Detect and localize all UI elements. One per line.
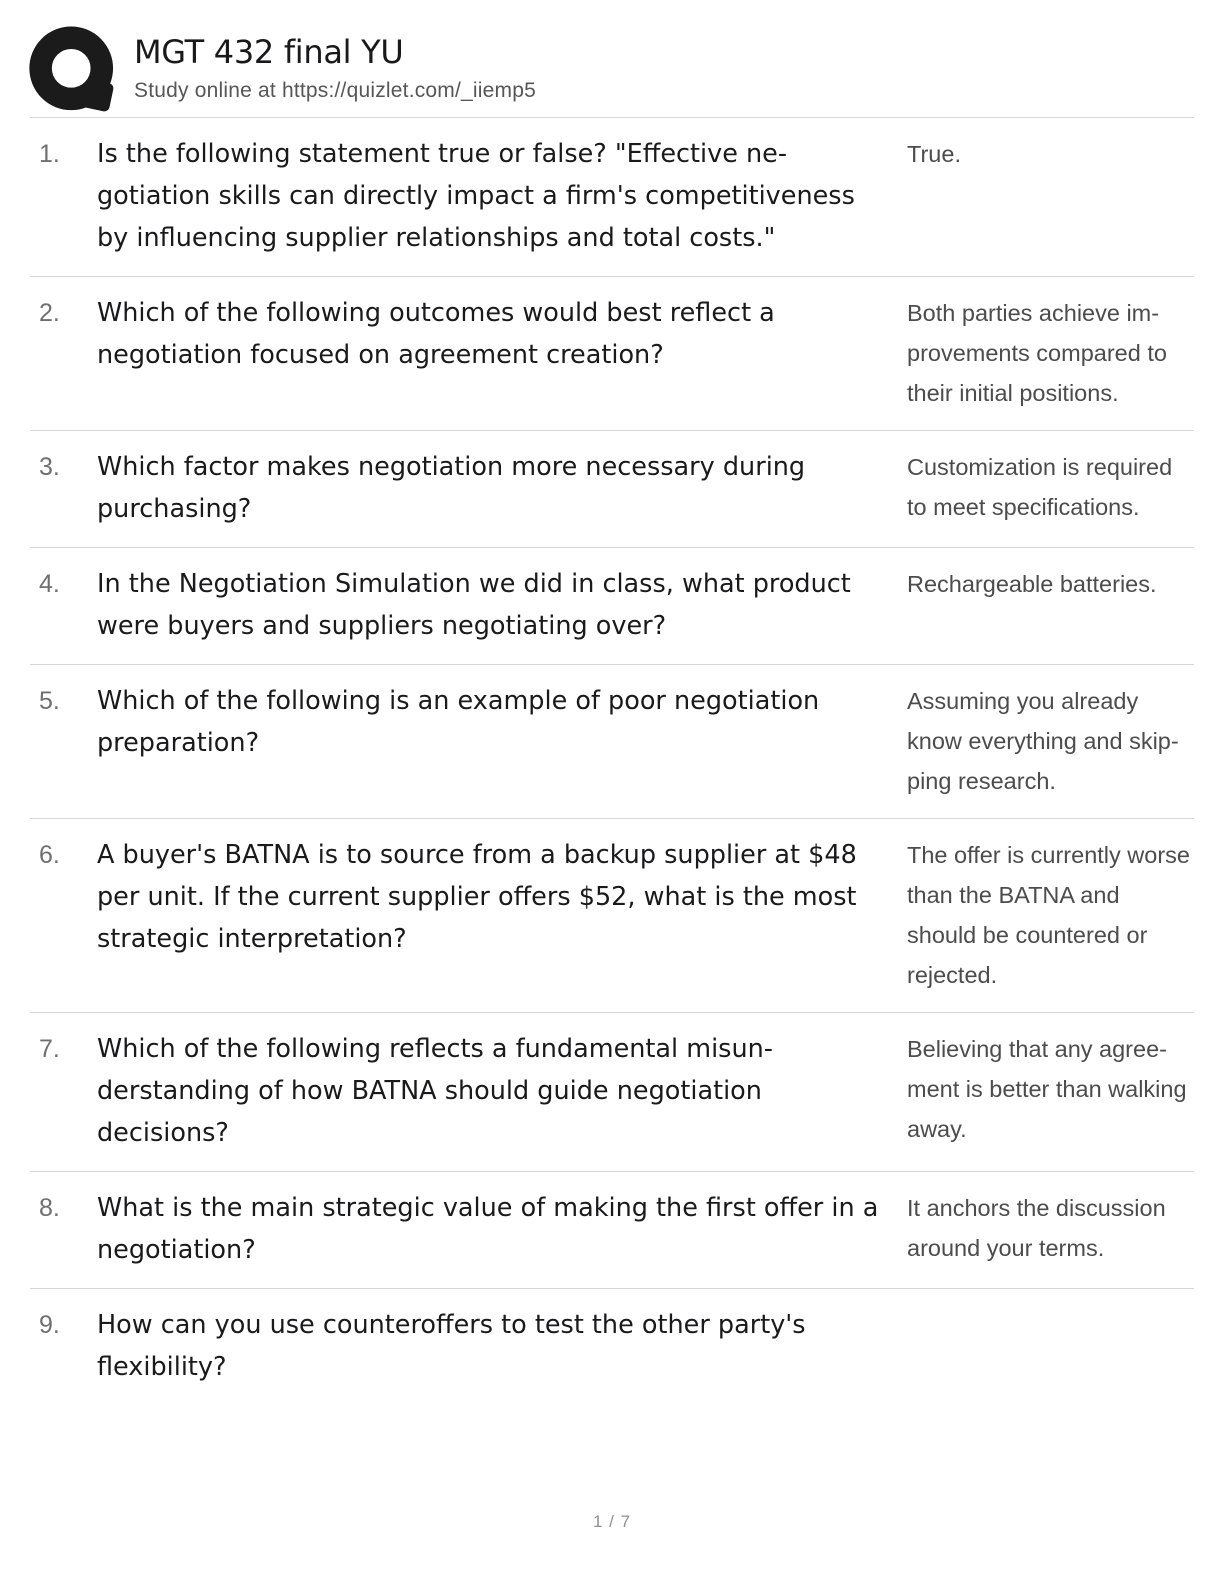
question-text: What is the main strategic value of making the first offer in a negotiation? xyxy=(97,1193,879,1265)
flashcard-list xyxy=(30,117,1194,1405)
flashcard-row-3 xyxy=(30,431,1194,548)
question-number: 6. xyxy=(39,841,60,869)
question-number: 9. xyxy=(39,1311,60,1339)
answer-text: Assuming you already know everything and skipping research. xyxy=(907,688,1179,794)
question-text: Which of the following outcomes would best reflect a negotiation focused on agreement creation? xyxy=(97,298,775,370)
question-number: 5. xyxy=(39,687,60,715)
study-online-url: Study online at https://quizlet.com/_iiemp5 xyxy=(134,79,536,102)
question-number: 8. xyxy=(39,1194,60,1222)
answer-text: It anchors the discussion around your terms. xyxy=(907,1195,1166,1261)
answer-text: Customization is required to meet specifications. xyxy=(907,454,1173,520)
question-number: 4. xyxy=(39,570,60,598)
question-text: How can you use counteroffers to test the other party's flexibility? xyxy=(97,1310,806,1382)
flashcard-row-9 xyxy=(30,1289,1194,1405)
answer-text: Rechargeable batteries. xyxy=(907,571,1157,597)
answer-text xyxy=(907,1304,1194,1388)
flashcard-row-2 xyxy=(30,277,1194,431)
question-text: Which factor makes negotiation more necessary during purchasing? xyxy=(97,452,806,524)
header xyxy=(28,25,1194,117)
flashcard-row-5 xyxy=(30,665,1194,819)
question-text: Is the following statement true or false? "Effective negotiation skills can directly impact a firm's competitiveness by influencing supplier relationships and total costs." xyxy=(97,139,855,253)
flashcard-row-8 xyxy=(30,1172,1194,1289)
question-number: 2. xyxy=(39,299,60,327)
question-text: In the Negotiation Simulation we did in class, what product were buyers and suppliers negotiating over? xyxy=(97,569,851,641)
question-number: 1. xyxy=(39,140,60,168)
answer-text: The offer is currently worse than the BATNA and should be countered or rejected. xyxy=(907,842,1190,988)
flashcard-row-6 xyxy=(30,819,1194,1013)
answer-text: Both parties achieve improvements compared to their initial positions. xyxy=(907,300,1167,406)
question-number: 3. xyxy=(39,453,60,481)
answer-text: True. xyxy=(907,141,961,167)
flashcard-row-4 xyxy=(30,548,1194,665)
answer-text: Believing that any agreement is better than walking away. xyxy=(907,1036,1187,1142)
quizlet-q-logo-icon xyxy=(28,25,118,117)
header-titles xyxy=(134,25,536,104)
flashcard-row-7 xyxy=(30,1013,1194,1172)
page-title: MGT 432 final YU xyxy=(134,33,404,71)
question-text: Which of the following is an example of poor negotiation preparation? xyxy=(97,686,820,758)
question-number: 7. xyxy=(39,1035,60,1063)
flashcard-row-1 xyxy=(30,118,1194,277)
question-text: A buyer's BATNA is to source from a backup supplier at $48 per unit. If the current supplier offers $52, what is the most strategic interpretation? xyxy=(97,840,857,954)
question-text: Which of the following reflects a fundamental misunderstanding of how BATNA should guide negotiation decisions? xyxy=(97,1034,773,1148)
page-number-indicator: 1 / 7 xyxy=(592,1512,632,1531)
